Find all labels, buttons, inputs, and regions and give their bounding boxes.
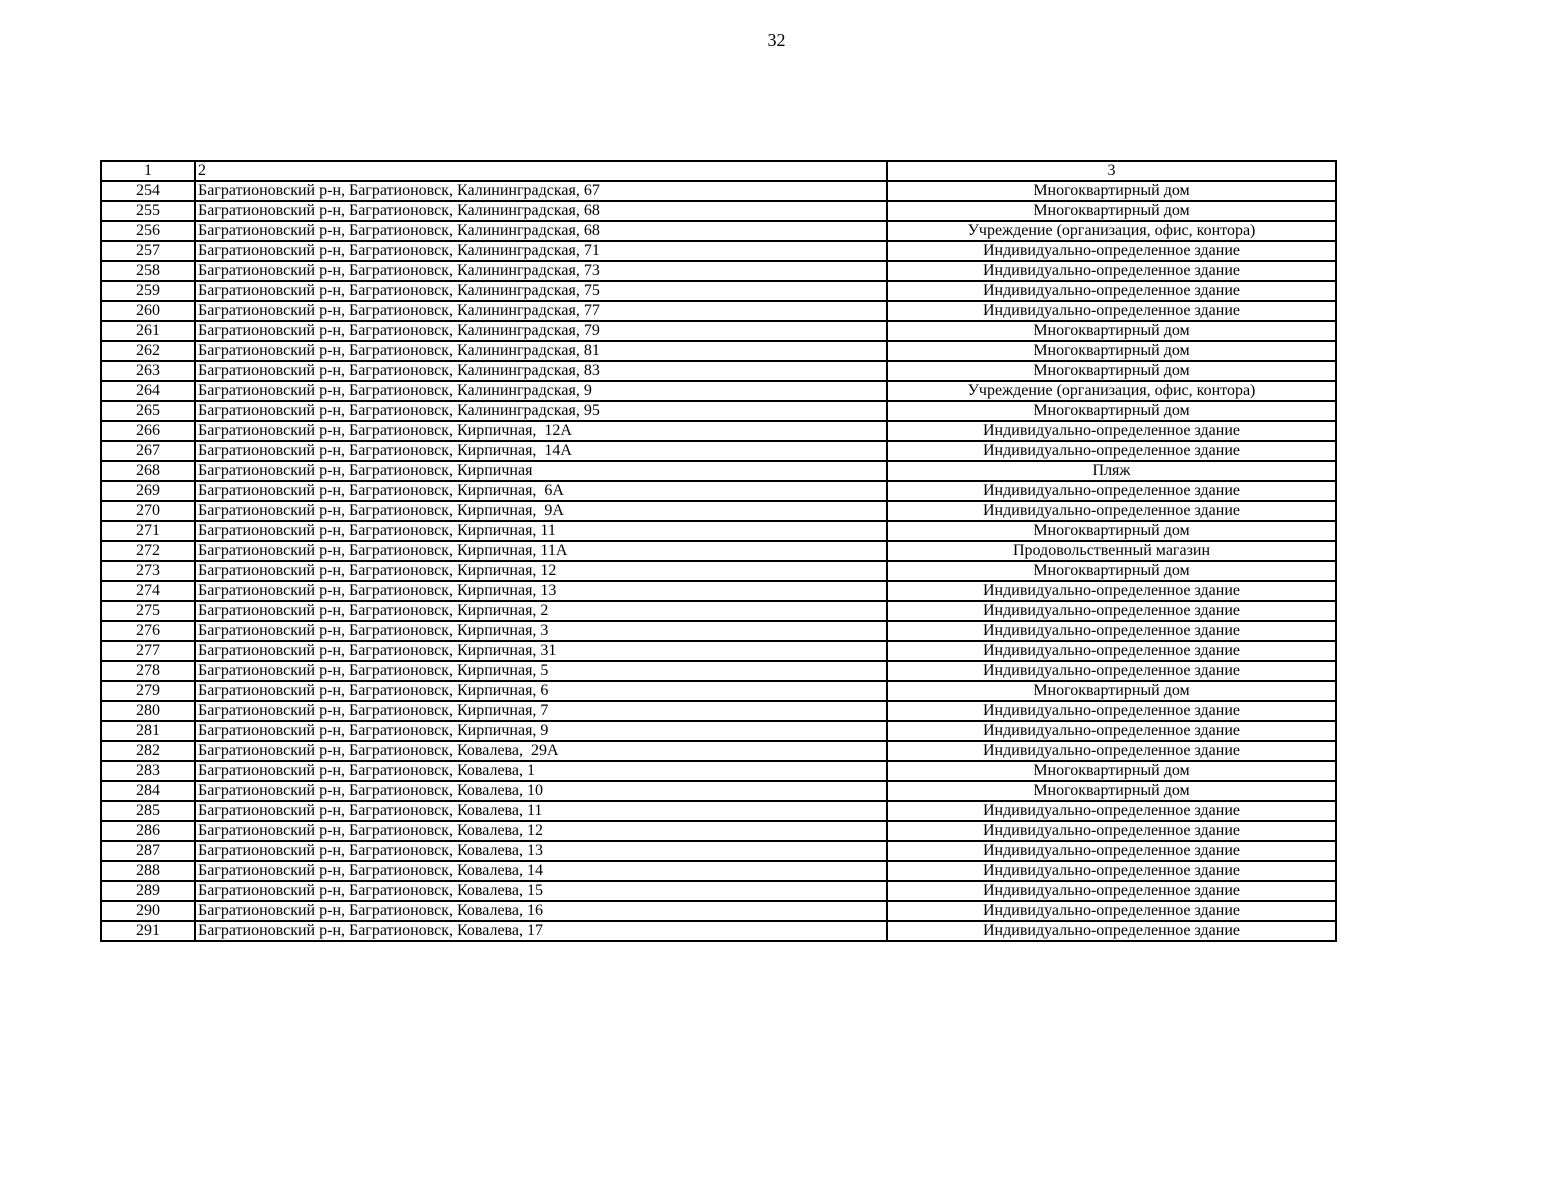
- row-number-cell: 277: [101, 641, 195, 661]
- object-type-cell: Многоквартирный дом: [887, 361, 1336, 381]
- table-row: [101, 661, 1336, 681]
- table-row: [101, 541, 1336, 561]
- row-number-cell: 259: [101, 281, 195, 301]
- header-cell-1: 1: [101, 161, 195, 181]
- row-number-cell: 283: [101, 761, 195, 781]
- address-cell: Багратионовский р-н, Багратионовск, Кирпичная, 11: [195, 521, 887, 541]
- object-type-cell: Индивидуально-определенное здание: [887, 721, 1336, 741]
- table-row: [101, 801, 1336, 821]
- address-cell: Багратионовский р-н, Багратионовск, Кирпичная, 11А: [195, 541, 887, 561]
- object-type-cell: Индивидуально-определенное здание: [887, 901, 1336, 921]
- table-row: [101, 721, 1336, 741]
- object-type-cell: Индивидуально-определенное здание: [887, 741, 1336, 761]
- table-row: [101, 341, 1336, 361]
- address-cell: Багратионовский р-н, Багратионовск, Кирпичная, 5: [195, 661, 887, 681]
- table-row: [101, 821, 1336, 841]
- object-type-cell: Индивидуально-определенное здание: [887, 861, 1336, 881]
- table-row: [101, 761, 1336, 781]
- address-cell: Багратионовский р-н, Багратионовск, Ковалева, 14: [195, 861, 887, 881]
- row-number-cell: 276: [101, 621, 195, 641]
- object-type-cell: Многоквартирный дом: [887, 321, 1336, 341]
- table-row: [101, 681, 1336, 701]
- object-type-cell: Индивидуально-определенное здание: [887, 621, 1336, 641]
- address-cell: Багратионовский р-н, Багратионовск, Калининградская, 67: [195, 181, 887, 201]
- address-cell: Багратионовский р-н, Багратионовск, Ковалева, 29А: [195, 741, 887, 761]
- table-row: [101, 181, 1336, 201]
- table-row: [101, 781, 1336, 801]
- object-type-cell: Индивидуально-определенное здание: [887, 261, 1336, 281]
- address-cell: Багратионовский р-н, Багратионовск, Кирпичная, 2: [195, 601, 887, 621]
- address-cell: Багратионовский р-н, Багратионовск, Кирпичная, 7: [195, 701, 887, 721]
- address-cell: Багратионовский р-н, Багратионовск, Ковалева, 11: [195, 801, 887, 821]
- object-type-cell: Продовольственный магазин: [887, 541, 1336, 561]
- address-cell: Багратионовский р-н, Багратионовск, Кирпичная, 31: [195, 641, 887, 661]
- address-cell: Багратионовский р-н, Багратионовск, Ковалева, 13: [195, 841, 887, 861]
- object-type-cell: Многоквартирный дом: [887, 561, 1336, 581]
- address-cell: Багратионовский р-н, Багратионовск, Ковалева, 15: [195, 881, 887, 901]
- table-row: [101, 921, 1336, 941]
- address-cell: Багратионовский р-н, Багратионовск, Калининградская, 83: [195, 361, 887, 381]
- table-row: [101, 321, 1336, 341]
- row-number-cell: 289: [101, 881, 195, 901]
- table-row: [101, 301, 1336, 321]
- object-type-cell: Многоквартирный дом: [887, 781, 1336, 801]
- row-number-cell: 280: [101, 701, 195, 721]
- row-number-cell: 262: [101, 341, 195, 361]
- row-number-cell: 287: [101, 841, 195, 861]
- row-number-cell: 285: [101, 801, 195, 821]
- table-row: [101, 521, 1336, 541]
- row-number-cell: 266: [101, 421, 195, 441]
- objects-table: [100, 160, 1337, 942]
- address-cell: Багратионовский р-н, Багратионовск, Кирпичная, 12: [195, 561, 887, 581]
- table-row: [101, 741, 1336, 761]
- row-number-cell: 291: [101, 921, 195, 941]
- row-number-cell: 265: [101, 401, 195, 421]
- row-number-cell: 284: [101, 781, 195, 801]
- row-number-cell: 282: [101, 741, 195, 761]
- table-body: [101, 161, 1336, 941]
- table-row: [101, 281, 1336, 301]
- row-number-cell: 254: [101, 181, 195, 201]
- table-row: [101, 501, 1336, 521]
- object-type-cell: Многоквартирный дом: [887, 201, 1336, 221]
- row-number-cell: 278: [101, 661, 195, 681]
- address-cell: Багратионовский р-н, Багратионовск, Ковалева, 10: [195, 781, 887, 801]
- table-row: [101, 421, 1336, 441]
- table-row: [101, 401, 1336, 421]
- table-row: [101, 381, 1336, 401]
- row-number-cell: 264: [101, 381, 195, 401]
- row-number-cell: 274: [101, 581, 195, 601]
- row-number-cell: 286: [101, 821, 195, 841]
- row-number-cell: 273: [101, 561, 195, 581]
- row-number-cell: 271: [101, 521, 195, 541]
- address-cell: Багратионовский р-н, Багратионовск, Ковалева, 17: [195, 921, 887, 941]
- row-number-cell: 272: [101, 541, 195, 561]
- object-type-cell: Индивидуально-определенное здание: [887, 581, 1336, 601]
- address-cell: Багратионовский р-н, Багратионовск, Калининградская, 95: [195, 401, 887, 421]
- table-row: [101, 581, 1336, 601]
- address-cell: Багратионовский р-н, Багратионовск, Кирпичная, 9: [195, 721, 887, 741]
- table-row: [101, 881, 1336, 901]
- table-row: [101, 901, 1336, 921]
- table-row: [101, 841, 1336, 861]
- row-number-cell: 268: [101, 461, 195, 481]
- row-number-cell: 260: [101, 301, 195, 321]
- object-type-cell: Многоквартирный дом: [887, 401, 1336, 421]
- object-type-cell: Индивидуально-определенное здание: [887, 921, 1336, 941]
- row-number-cell: 279: [101, 681, 195, 701]
- address-cell: Багратионовский р-н, Багратионовск, Калининградская, 71: [195, 241, 887, 261]
- row-number-cell: 290: [101, 901, 195, 921]
- table-row: [101, 561, 1336, 581]
- table-header-row: [101, 161, 1336, 181]
- table-row: [101, 861, 1336, 881]
- header-cell-2: 2: [195, 161, 887, 181]
- row-number-cell: 281: [101, 721, 195, 741]
- table-row: [101, 601, 1336, 621]
- address-cell: Багратионовский р-н, Багратионовск, Ковалева, 16: [195, 901, 887, 921]
- address-cell: Багратионовский р-н, Багратионовск, Ковалева, 12: [195, 821, 887, 841]
- address-cell: Багратионовский р-н, Багратионовск, Калининградская, 77: [195, 301, 887, 321]
- row-number-cell: 255: [101, 201, 195, 221]
- object-type-cell: Многоквартирный дом: [887, 181, 1336, 201]
- address-cell: Багратионовский р-н, Багратионовск, Кирпичная, 6: [195, 681, 887, 701]
- object-type-cell: Индивидуально-определенное здание: [887, 481, 1336, 501]
- page-number: 32: [767, 30, 786, 50]
- address-cell: Багратионовский р-н, Багратионовск, Калининградская, 68: [195, 201, 887, 221]
- address-cell: Багратионовский р-н, Багратионовск, Кирпичная, 14А: [195, 441, 887, 461]
- table-row: [101, 261, 1336, 281]
- address-cell: Багратионовский р-н, Багратионовск, Калининградская, 81: [195, 341, 887, 361]
- row-number-cell: 256: [101, 221, 195, 241]
- row-number-cell: 261: [101, 321, 195, 341]
- row-number-cell: 257: [101, 241, 195, 261]
- address-cell: Багратионовский р-н, Багратионовск, Кирпичная, 6А: [195, 481, 887, 501]
- address-cell: Багратионовский р-н, Багратионовск, Кирпичная, 3: [195, 621, 887, 641]
- address-cell: Багратионовский р-н, Багратионовск, Кирпичная, 13: [195, 581, 887, 601]
- object-type-cell: Учреждение (организация, офис, контора): [887, 381, 1336, 401]
- address-cell: Багратионовский р-н, Багратионовск, Калининградская, 73: [195, 261, 887, 281]
- object-type-cell: Многоквартирный дом: [887, 761, 1336, 781]
- object-type-cell: Многоквартирный дом: [887, 521, 1336, 541]
- table-row: [101, 461, 1336, 481]
- table-row: [101, 241, 1336, 261]
- object-type-cell: Индивидуально-определенное здание: [887, 301, 1336, 321]
- address-cell: Багратионовский р-н, Багратионовск, Калининградская, 9: [195, 381, 887, 401]
- table-row: [101, 621, 1336, 641]
- row-number-cell: 275: [101, 601, 195, 621]
- table-row: [101, 641, 1336, 661]
- row-number-cell: 267: [101, 441, 195, 461]
- object-type-cell: Индивидуально-определенное здание: [887, 641, 1336, 661]
- header-cell-3: 3: [887, 161, 1336, 181]
- object-type-cell: Индивидуально-определенное здание: [887, 661, 1336, 681]
- object-type-cell: Индивидуально-определенное здание: [887, 421, 1336, 441]
- object-type-cell: Учреждение (организация, офис, контора): [887, 221, 1336, 241]
- object-type-cell: Индивидуально-определенное здание: [887, 821, 1336, 841]
- table-row: [101, 701, 1336, 721]
- row-number-cell: 270: [101, 501, 195, 521]
- object-type-cell: Индивидуально-определенное здание: [887, 281, 1336, 301]
- object-type-cell: Пляж: [887, 461, 1336, 481]
- row-number-cell: 288: [101, 861, 195, 881]
- address-cell: Багратионовский р-н, Багратионовск, Ковалева, 1: [195, 761, 887, 781]
- object-type-cell: Индивидуально-определенное здание: [887, 841, 1336, 861]
- object-type-cell: Индивидуально-определенное здание: [887, 441, 1336, 461]
- object-type-cell: Индивидуально-определенное здание: [887, 701, 1336, 721]
- object-type-cell: Индивидуально-определенное здание: [887, 241, 1336, 261]
- address-cell: Багратионовский р-н, Багратионовск, Калининградская, 75: [195, 281, 887, 301]
- address-cell: Багратионовский р-н, Багратионовск, Кирпичная, 12А: [195, 421, 887, 441]
- object-type-cell: Многоквартирный дом: [887, 341, 1336, 361]
- table-row: [101, 221, 1336, 241]
- table-row: [101, 361, 1336, 381]
- table-row: [101, 201, 1336, 221]
- row-number-cell: 258: [101, 261, 195, 281]
- address-cell: Багратионовский р-н, Багратионовск, Калининградская, 79: [195, 321, 887, 341]
- object-type-cell: Индивидуально-определенное здание: [887, 881, 1336, 901]
- row-number-cell: 263: [101, 361, 195, 381]
- object-type-cell: Индивидуально-определенное здание: [887, 801, 1336, 821]
- address-cell: Багратионовский р-н, Багратионовск, Кирпичная: [195, 461, 887, 481]
- row-number-cell: 269: [101, 481, 195, 501]
- object-type-cell: Индивидуально-определенное здание: [887, 501, 1336, 521]
- address-cell: Багратионовский р-н, Багратионовск, Кирпичная, 9А: [195, 501, 887, 521]
- object-type-cell: Индивидуально-определенное здание: [887, 601, 1336, 621]
- table-row: [101, 481, 1336, 501]
- address-cell: Багратионовский р-н, Багратионовск, Калининградская, 68: [195, 221, 887, 241]
- table-row: [101, 441, 1336, 461]
- object-type-cell: Многоквартирный дом: [887, 681, 1336, 701]
